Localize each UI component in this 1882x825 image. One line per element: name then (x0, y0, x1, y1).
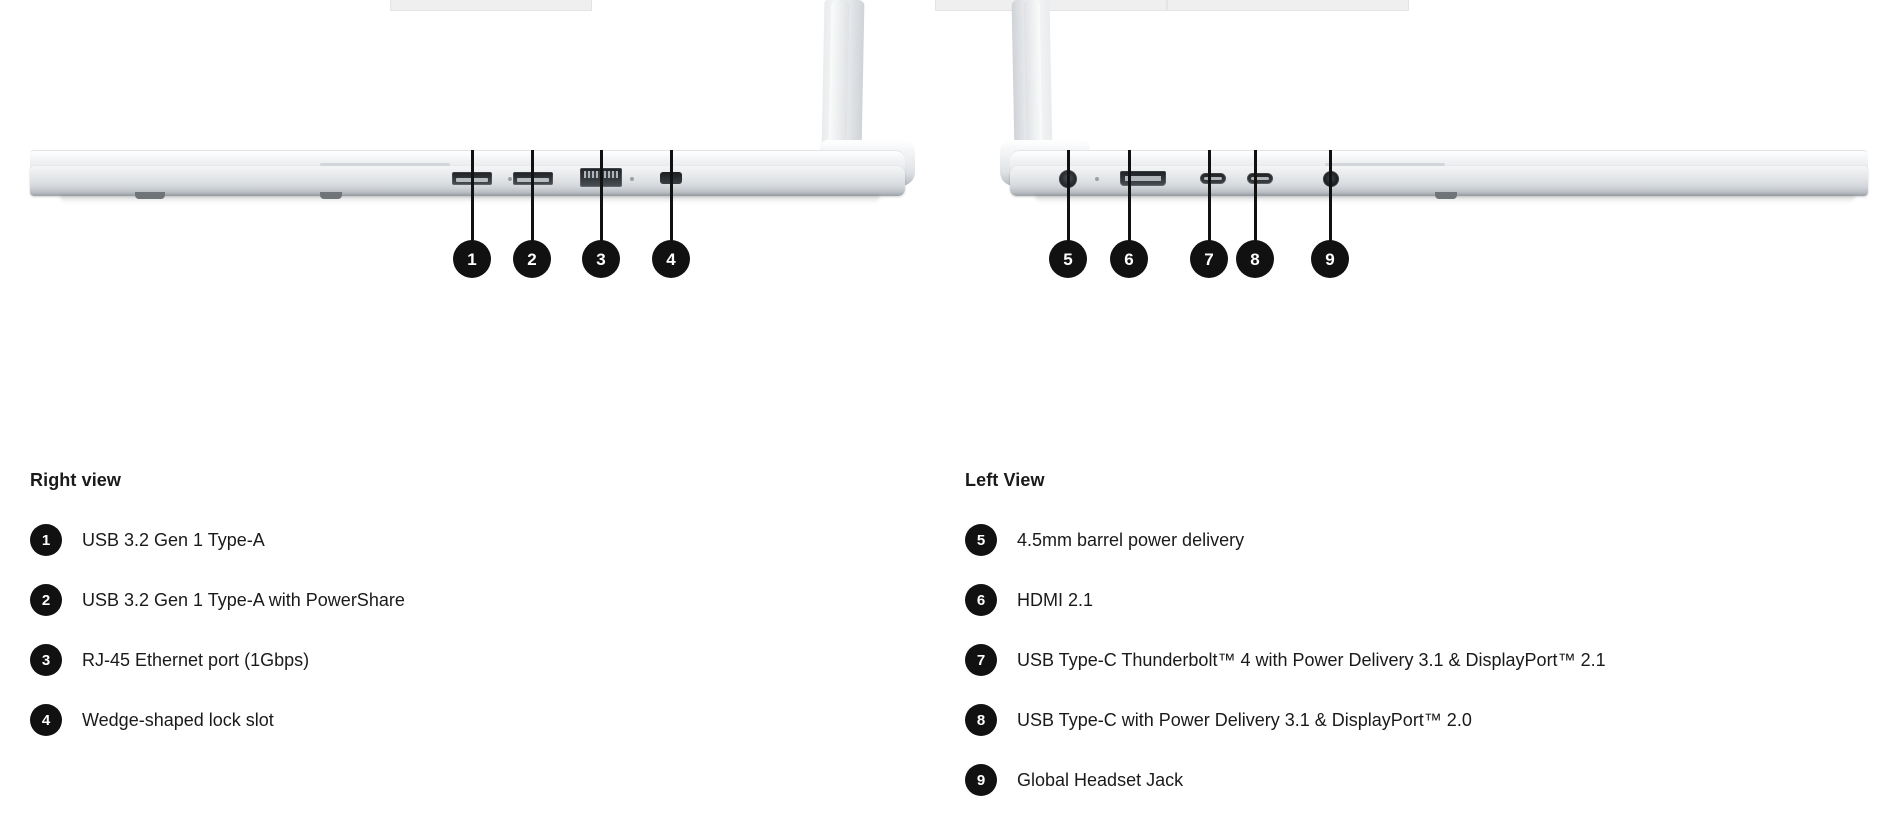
callout-bubble-7[interactable]: 7 (1190, 240, 1228, 278)
laptop-shadow (60, 195, 880, 203)
callout-bubble-5[interactable]: 5 (1049, 240, 1087, 278)
usb-c-thunderbolt-port (1200, 173, 1226, 184)
legend-label-6: HDMI 2.1 (1017, 589, 1094, 610)
legend-badge-5: 5 (965, 524, 997, 556)
usb-c-port (1247, 173, 1273, 184)
left-view-illustration (995, 0, 1882, 340)
legend-label-4: Wedge-shaped lock slot (82, 709, 274, 730)
right-view-illustration (30, 0, 930, 340)
left-view-legend (965, 470, 1865, 825)
list-item (965, 585, 1865, 615)
callout-bubble-4[interactable]: 4 (652, 240, 690, 278)
power-led-dot (1095, 177, 1099, 181)
legend-label-9: Global Headset Jack (1017, 769, 1184, 790)
laptop-display-bezel (1024, 0, 1043, 150)
top-crop-panel-a (390, 0, 592, 11)
list-item (30, 645, 930, 675)
legend-label-2: USB 3.2 Gen 1 Type-A with PowerShare (82, 589, 405, 610)
legend-label-3: RJ-45 Ethernet port (1Gbps) (82, 649, 310, 670)
legend-badge-7: 7 (965, 644, 997, 676)
left-view-heading: Left View (965, 470, 1045, 490)
legend-label-5: 4.5mm barrel power delivery (1017, 529, 1245, 550)
list-item (30, 705, 930, 735)
callout-bubble-2[interactable]: 2 (513, 240, 551, 278)
legend-badge-3: 3 (30, 644, 62, 676)
legend-badge-4: 4 (30, 704, 62, 736)
legend-badge-9: 9 (965, 764, 997, 796)
legend-badge-2: 2 (30, 584, 62, 616)
hdmi-port (1120, 171, 1166, 186)
list-item (30, 585, 930, 615)
right-view-heading: Right view (30, 470, 122, 490)
status-led-dot (508, 177, 512, 181)
callout-bubble-3[interactable]: 3 (582, 240, 620, 278)
legend-label-8: USB Type-C with Power Delivery 3.1 & DisplayPort™ 2.0 (1017, 709, 1472, 730)
laptop-foot-rear (320, 192, 342, 199)
callout-bubble-9[interactable]: 9 (1311, 240, 1349, 278)
legend-badge-8: 8 (965, 704, 997, 736)
right-view-legend (30, 470, 930, 765)
list-item (965, 705, 1865, 735)
callout-bubble-6[interactable]: 6 (1110, 240, 1148, 278)
top-crop-panel-c (1167, 0, 1409, 11)
laptop-foot-front (135, 192, 165, 199)
callout-bubble-8[interactable]: 8 (1236, 240, 1274, 278)
legend-label-7: USB Type-C Thunderbolt™ 4 with Power Delivery 3.1 & DisplayPort™ 2.1 (1017, 649, 1606, 670)
callout-bubble-1[interactable]: 1 (453, 240, 491, 278)
top-crop-panel-b (935, 0, 1167, 11)
list-item (30, 525, 930, 555)
legend-badge-6: 6 (965, 584, 997, 616)
list-item (965, 765, 1865, 795)
vent-grille (320, 163, 450, 166)
list-item (965, 525, 1865, 555)
laptop-foot-rear (1435, 192, 1457, 199)
laptop-display-bezel (829, 0, 850, 150)
legend-badge-1: 1 (30, 524, 62, 556)
list-item (965, 645, 1865, 675)
rj45-led-dot (630, 177, 634, 181)
vent-grille (1325, 163, 1445, 166)
legend-label-1: USB 3.2 Gen 1 Type-A (82, 529, 265, 550)
